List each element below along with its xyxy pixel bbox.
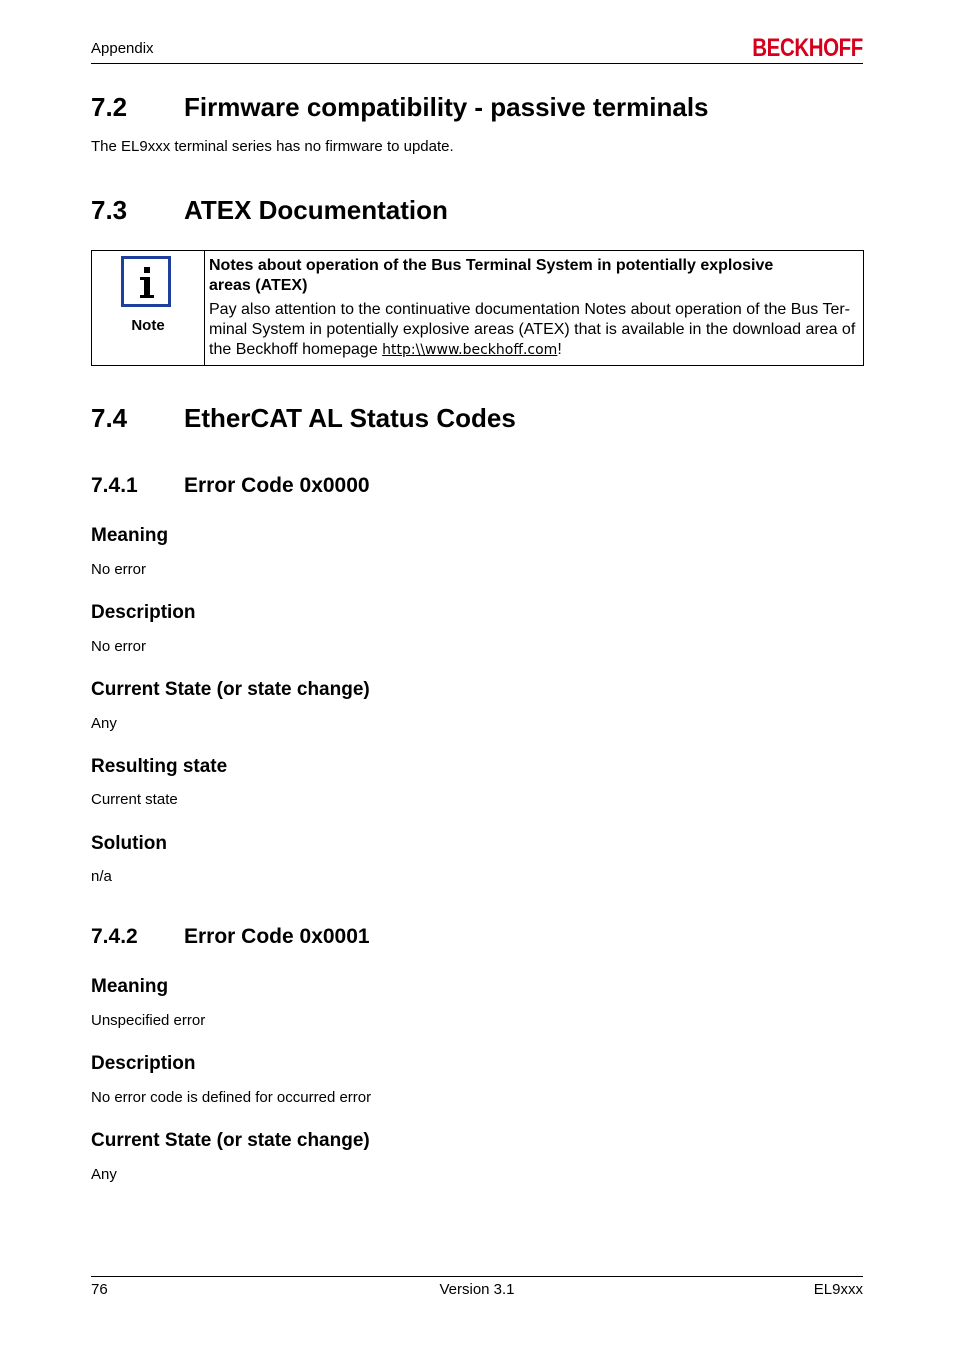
beckhoff-logo: BECKHOFF bbox=[752, 34, 863, 62]
note-body-line: minal System in potentially explosive areas (ATEX) that is available in the download area of bbox=[209, 321, 856, 338]
description-text: No error bbox=[91, 638, 147, 655]
footer-product: EL9xxx bbox=[813, 1281, 863, 1298]
heading-title: Error Code 0x0000 bbox=[184, 474, 370, 497]
solution-text: n/a bbox=[91, 868, 112, 885]
heading-title: Firmware compatibility - passive terminals bbox=[184, 92, 709, 122]
current-state-text: Any bbox=[91, 715, 117, 732]
note-content bbox=[209, 256, 859, 360]
header-section-label: Appendix bbox=[91, 40, 154, 57]
heading-number: 7.4.1 bbox=[91, 474, 138, 497]
heading-number: 7.2 bbox=[91, 92, 128, 122]
info-icon bbox=[121, 256, 171, 307]
current-state-heading: Current State (or state change) bbox=[91, 679, 370, 700]
heading-title: EtherCAT AL Status Codes bbox=[184, 403, 516, 433]
footer-page-number: 76 bbox=[91, 1281, 108, 1298]
heading-title: Error Code 0x0001 bbox=[184, 925, 370, 948]
header-divider bbox=[91, 63, 863, 64]
note-body-text: the Beckhoff homepage bbox=[209, 341, 383, 358]
heading-7-4 bbox=[91, 403, 516, 434]
meaning-text: No error bbox=[91, 561, 147, 578]
meaning-heading: Meaning bbox=[91, 525, 169, 546]
footer-divider bbox=[91, 1276, 863, 1277]
solution-heading: Solution bbox=[91, 833, 167, 854]
description-heading: Description bbox=[91, 602, 196, 623]
firmware-paragraph: The EL9xxx terminal series has no firmware to update. bbox=[91, 138, 454, 155]
description-heading: Description bbox=[91, 1053, 196, 1074]
note-title-line: areas (ATEX) bbox=[209, 277, 308, 294]
meaning-heading: Meaning bbox=[91, 976, 169, 997]
heading-7-2 bbox=[91, 92, 709, 123]
resulting-state-text: Current state bbox=[91, 791, 178, 808]
current-state-heading: Current State (or state change) bbox=[91, 1130, 370, 1151]
note-title bbox=[209, 256, 859, 296]
current-state-text: Any bbox=[91, 1166, 117, 1183]
heading-7-4-1 bbox=[91, 474, 370, 498]
beckhoff-homepage-link[interactable]: http:\\www.beckhoff.com bbox=[382, 342, 558, 358]
note-body-line bbox=[209, 340, 859, 360]
resulting-state-heading: Resulting state bbox=[91, 756, 228, 777]
note-title-line: Notes about operation of the Bus Terminal System in potentially explosive bbox=[209, 257, 774, 274]
heading-7-4-2 bbox=[91, 925, 370, 949]
heading-number: 7.4 bbox=[91, 403, 128, 433]
note-icon-cell bbox=[92, 251, 205, 365]
description-text: No error code is defined for occurred error bbox=[91, 1089, 372, 1106]
note-body bbox=[209, 300, 859, 360]
note-label: Note bbox=[131, 317, 165, 334]
note-body-line: Pay also attention to the continuative documentation Notes about operation of the Bus Ter- bbox=[209, 301, 851, 318]
heading-7-3 bbox=[91, 195, 448, 226]
heading-number: 7.4.2 bbox=[91, 925, 138, 948]
heading-number: 7.3 bbox=[91, 195, 128, 225]
note-body-text: ! bbox=[557, 341, 562, 358]
atex-note-box bbox=[91, 250, 864, 366]
heading-title: ATEX Documentation bbox=[184, 195, 448, 225]
footer-version: Version 3.1 bbox=[439, 1281, 515, 1298]
meaning-text: Unspecified error bbox=[91, 1012, 206, 1029]
